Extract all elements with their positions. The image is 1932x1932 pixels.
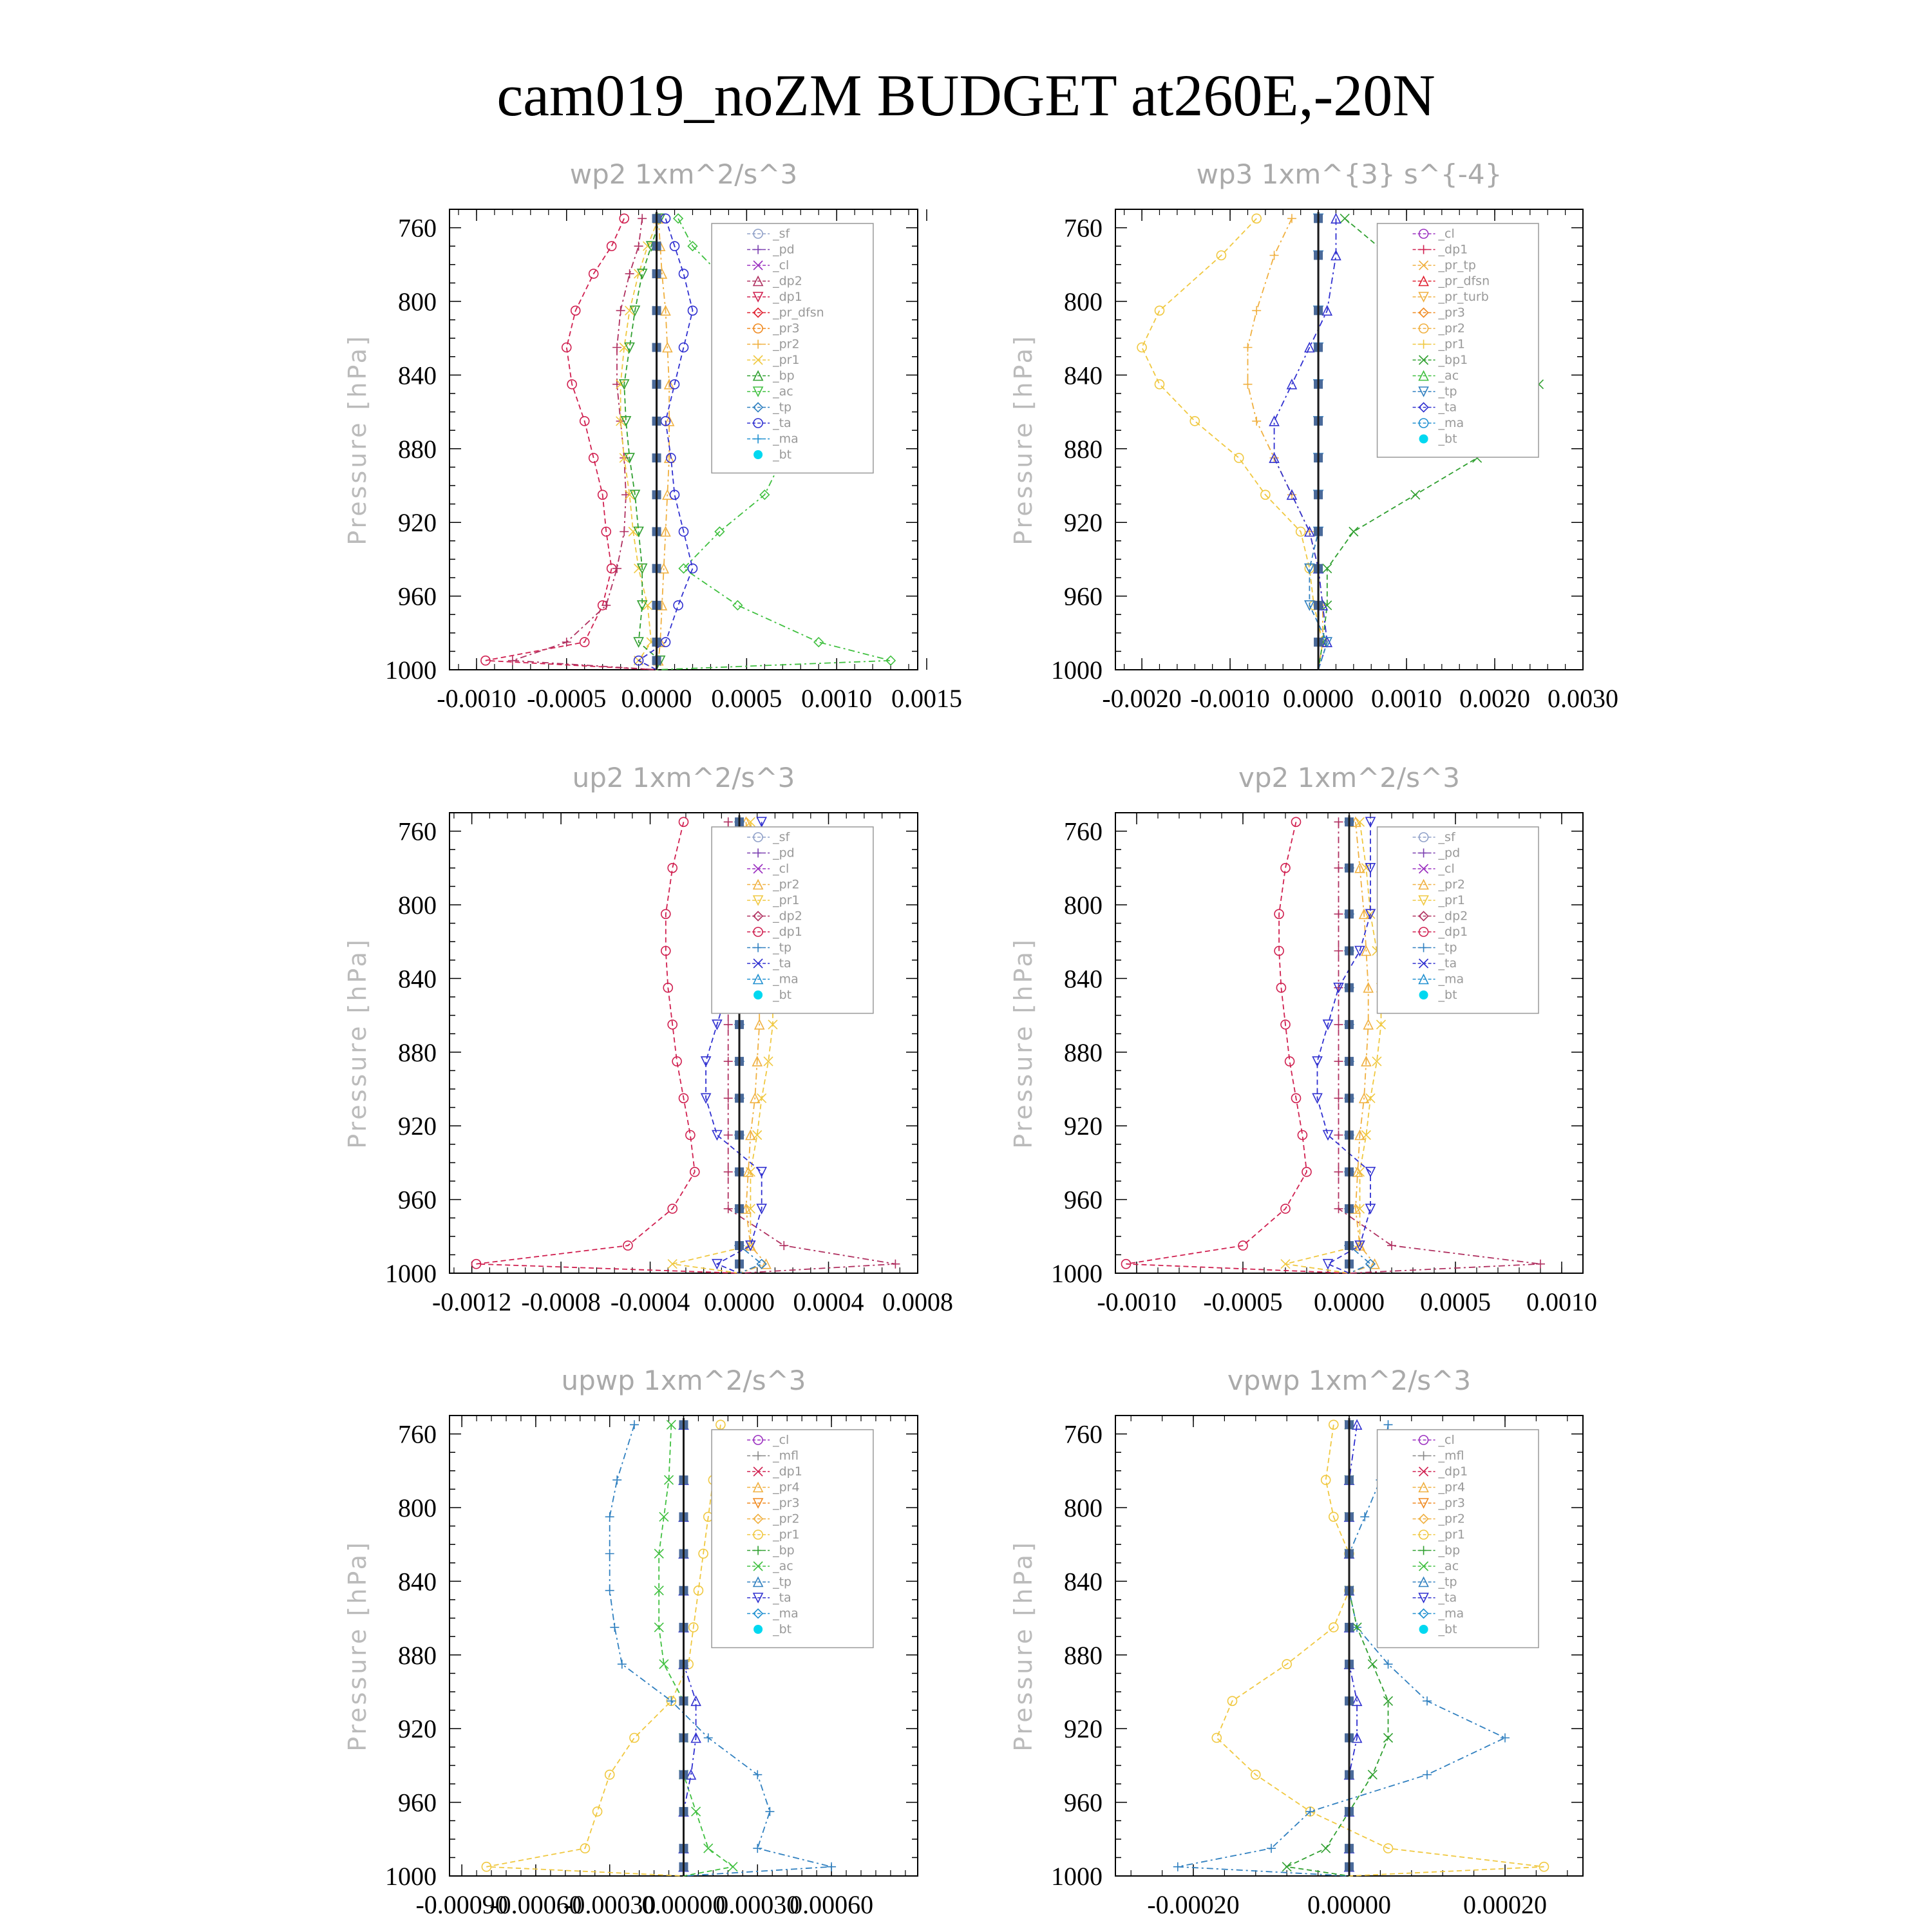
x-tick-label: 0.0000 [1314, 1287, 1385, 1316]
y-tick-label: 920 [1064, 1112, 1103, 1141]
legend [712, 1430, 873, 1648]
legend [1378, 827, 1539, 1014]
legend-label: _ma [1438, 972, 1464, 987]
subplot-title: wp2 1xm^2/s^3 [569, 158, 798, 190]
legend-marker [753, 990, 762, 999]
legend-label: _bt [1438, 1622, 1457, 1636]
y-tick-label: 960 [398, 582, 437, 611]
legend-label: _bt [773, 448, 792, 462]
x-tick-label: 0.0004 [793, 1287, 864, 1316]
legend-label: _pr4 [773, 1480, 800, 1495]
x-tick-label: 0.00000 [641, 1890, 726, 1919]
legend-label: _ac [773, 1559, 793, 1573]
x-tick-label: -0.0012 [431, 1287, 512, 1316]
series-ta [1313, 817, 1376, 1273]
series-line [639, 218, 693, 670]
subplot-title: upwp 1xm^2/s^3 [561, 1365, 806, 1396]
subplot-4 [1009, 762, 1597, 1316]
data-point [1243, 343, 1252, 352]
data-point [733, 601, 742, 610]
data-point [1368, 1770, 1377, 1779]
legend-label: _mfl [773, 1448, 799, 1463]
legend-label: _pr_dfsn [773, 305, 824, 320]
subplot-6 [1009, 1365, 1583, 1919]
data-point [1334, 1020, 1343, 1029]
y-tick-label: 840 [398, 361, 437, 390]
y-tick-label: 800 [1064, 287, 1103, 316]
series-line [1142, 218, 1323, 670]
subplot-title: vp2 1xm^2/s^3 [1238, 762, 1460, 793]
legend-label: _cl [1438, 1433, 1455, 1447]
y-tick-label: 920 [398, 508, 437, 538]
legend-label: _mfl [1438, 1448, 1464, 1463]
data-point [605, 1586, 614, 1595]
data-point [618, 1660, 627, 1669]
y-tick-label: 1000 [385, 656, 437, 685]
data-point [634, 242, 643, 251]
legend-label: _tp [773, 1575, 792, 1589]
y-tick-label: 1000 [1051, 656, 1103, 685]
legend-label: _cl [1438, 227, 1455, 241]
legend [1378, 1430, 1539, 1648]
legend-label: _cl [773, 862, 790, 876]
x-tick-label: 0.0010 [801, 684, 873, 713]
data-point [1334, 1094, 1343, 1103]
x-tick-label: 0.0015 [891, 684, 962, 713]
legend-label: _ta [1438, 1591, 1457, 1605]
data-point [724, 817, 733, 826]
legend-label: _dp1 [1438, 1464, 1468, 1479]
legend-label: _pr3 [773, 321, 800, 336]
legend-label: _dp1 [1438, 242, 1468, 257]
data-point [508, 656, 517, 665]
legend-marker [753, 1625, 762, 1634]
data-point [1305, 527, 1314, 536]
data-point [1368, 1660, 1377, 1669]
legend-label: _ta [773, 956, 791, 971]
subplot-1 [343, 158, 962, 713]
data-point [728, 1862, 737, 1871]
data-point [1360, 1512, 1369, 1521]
legend-label: _sf [1438, 830, 1455, 844]
y-tick-label: 880 [398, 1037, 437, 1067]
subplot-title: up2 1xm^2/s^3 [572, 762, 795, 793]
legend-label: _dp2 [1438, 909, 1468, 923]
x-tick-label: 0.0030 [1548, 684, 1618, 713]
x-tick-label: -0.00020 [1147, 1890, 1240, 1919]
legend-label: _ma [1438, 1606, 1464, 1621]
subplot-3 [343, 762, 953, 1316]
data-point [724, 1020, 733, 1029]
y-tick-label: 800 [1064, 1493, 1103, 1522]
data-point [1334, 909, 1343, 918]
legend-label: _pd [1438, 846, 1461, 860]
data-point [692, 1807, 701, 1816]
data-point [1155, 380, 1164, 389]
x-tick-label: -0.0004 [610, 1287, 690, 1316]
y-tick-label: 920 [1064, 1714, 1103, 1744]
legend-label: _bp [773, 1543, 795, 1558]
y-tick-label: 760 [1064, 1419, 1103, 1449]
legend-label: _pr1 [773, 1528, 800, 1542]
legend-label: _bp1 [1438, 353, 1468, 367]
x-tick-label: 0.00000 [1307, 1890, 1391, 1919]
data-point [1137, 343, 1146, 352]
data-point [605, 1549, 614, 1558]
x-tick-label: 0.0020 [1459, 684, 1531, 713]
data-point [753, 1844, 762, 1853]
data-point [1384, 1734, 1393, 1743]
legend-label: _pr1 [773, 893, 800, 907]
legend-label: _sf [773, 227, 790, 241]
data-point [620, 214, 629, 223]
y-tick-label: 840 [1064, 361, 1103, 390]
data-point [724, 1168, 733, 1177]
subplot-title: wp3 1xm^{3} s^{-4} [1196, 158, 1502, 190]
x-tick-label: -0.00030 [564, 1890, 656, 1919]
legend-marker [1419, 990, 1428, 999]
data-point [704, 1734, 713, 1743]
data-point [654, 1623, 663, 1632]
x-tick-label: 0.0005 [711, 684, 782, 713]
data-point [605, 1512, 614, 1521]
y-tick-label: 1000 [385, 1259, 437, 1288]
legend-label: _pd [773, 242, 795, 257]
legend-marker [753, 450, 762, 459]
data-point [814, 638, 823, 647]
legend-label: _ac [1438, 1559, 1459, 1573]
legend-label: _bt [1438, 431, 1457, 446]
series-line [477, 822, 740, 1273]
legend-label: _pr2 [1438, 877, 1466, 892]
legend-label: _bt [773, 1622, 792, 1636]
legend-label: _bp [773, 368, 795, 383]
x-tick-label: -0.0010 [1097, 1287, 1177, 1316]
legend-label: _tp [1438, 940, 1457, 955]
page-title: cam019_noZM BUDGET at260E,-20N [497, 62, 1435, 128]
y-tick-label: 760 [398, 817, 437, 846]
x-tick-label: 0.0010 [1371, 684, 1443, 713]
data-point [827, 1862, 836, 1871]
data-point [1340, 214, 1349, 223]
x-tick-label: 0.0000 [1283, 684, 1354, 713]
data-point [724, 1131, 733, 1140]
legend-label: _cl [1438, 862, 1455, 876]
data-point [1501, 1734, 1510, 1743]
y-axis-label: Pressure [hPa] [1009, 334, 1037, 545]
y-tick-label: 800 [398, 891, 437, 920]
data-point [1423, 1770, 1432, 1779]
x-tick-label: -0.00090 [415, 1890, 508, 1919]
legend-label: _pr2 [773, 1511, 800, 1526]
legend [1378, 223, 1539, 457]
y-axis-label: Pressure [hPa] [343, 937, 372, 1149]
data-point [638, 214, 647, 223]
legend [712, 827, 873, 1014]
legend-label: _cl [773, 258, 790, 272]
legend-label: _pr_dfsn [1438, 274, 1490, 289]
y-tick-label: 1000 [385, 1862, 437, 1891]
y-tick-label: 880 [1064, 1037, 1103, 1067]
y-tick-label: 960 [398, 1788, 437, 1817]
data-point [1323, 564, 1332, 573]
data-point [620, 527, 629, 536]
data-point [1243, 380, 1252, 389]
data-point [1155, 306, 1164, 315]
legend-marker [1419, 435, 1428, 444]
data-point [1323, 1260, 1332, 1269]
y-tick-label: 960 [1064, 1788, 1103, 1817]
legend-label: _bp [1438, 1543, 1461, 1558]
data-point [616, 306, 625, 315]
series-pr1 [482, 1420, 725, 1876]
legend-label: _pr2 [1438, 321, 1466, 336]
legend-label: _ta [773, 416, 791, 430]
x-tick-label: -0.00060 [489, 1890, 582, 1919]
legend-label: _dp1 [1438, 925, 1468, 939]
series-pr1 [1137, 214, 1327, 670]
y-tick-label: 880 [398, 434, 437, 464]
data-point [589, 453, 598, 462]
data-point [1334, 1204, 1343, 1213]
x-tick-label: 0.00060 [790, 1890, 874, 1919]
data-point [607, 242, 616, 251]
legend-label: _bt [1438, 988, 1457, 1002]
data-point [612, 564, 621, 573]
legend-label: _dp2 [773, 274, 802, 289]
x-tick-label: 0.0005 [1420, 1287, 1491, 1316]
x-tick-label: 0.0010 [1526, 1287, 1597, 1316]
series-dp1 [472, 817, 739, 1273]
subplot-5 [343, 1365, 918, 1919]
y-tick-label: 840 [1064, 964, 1103, 994]
data-point [593, 1807, 602, 1816]
y-tick-label: 920 [398, 1112, 437, 1141]
y-tick-label: 760 [1064, 817, 1103, 846]
y-tick-label: 840 [398, 1567, 437, 1596]
y-tick-label: 760 [398, 1419, 437, 1449]
data-point [1334, 817, 1343, 826]
legend-label: _ma [773, 431, 799, 446]
series-line [486, 218, 657, 670]
legend-label: _pr2 [1438, 1511, 1466, 1526]
legend-label: _ta [1438, 400, 1457, 415]
data-point [1377, 1020, 1386, 1029]
x-tick-label: -0.0008 [521, 1287, 601, 1316]
data-point [1252, 417, 1261, 426]
data-point [1349, 527, 1358, 536]
data-point [674, 601, 683, 610]
y-tick-label: 960 [1064, 1185, 1103, 1215]
y-axis-label: Pressure [hPa] [1009, 937, 1037, 1149]
x-tick-label: 0.0008 [882, 1287, 953, 1316]
y-tick-label: 960 [398, 1185, 437, 1215]
y-tick-label: 800 [398, 1493, 437, 1522]
data-point [612, 1475, 621, 1484]
data-point [765, 1807, 774, 1816]
legend-label: _pr2 [773, 337, 800, 352]
data-point [1334, 864, 1343, 873]
x-tick-label: -0.0020 [1102, 684, 1182, 713]
legend-label: _dp1 [773, 1464, 802, 1479]
y-axis-label: Pressure [hPa] [343, 334, 372, 545]
legend [712, 223, 873, 473]
legend-label: _pr3 [1438, 1496, 1466, 1510]
legend-label: _ac [773, 384, 793, 399]
legend-label: _ma [773, 972, 799, 987]
data-point [630, 1420, 639, 1429]
legend-label: _pr_turb [1438, 290, 1489, 304]
data-point [724, 1057, 733, 1066]
data-point [1334, 947, 1343, 956]
series-dp2 [508, 214, 657, 670]
y-tick-label: 960 [1064, 582, 1103, 611]
data-point [704, 1844, 713, 1853]
data-point [1270, 251, 1279, 260]
y-tick-label: 760 [1064, 213, 1103, 243]
data-point [1334, 1168, 1343, 1177]
data-point [1334, 1057, 1343, 1066]
legend-label: _ta [773, 1591, 791, 1605]
series-dp1 [1122, 817, 1350, 1273]
y-tick-label: 760 [398, 213, 437, 243]
legend-label: _pr3 [1438, 305, 1466, 320]
x-tick-label: 0.0000 [621, 684, 692, 713]
legend-label: _sf [773, 830, 790, 844]
y-axis-label: Pressure [hPa] [1009, 1540, 1037, 1752]
y-tick-label: 920 [1064, 508, 1103, 538]
y-tick-label: 840 [1064, 1567, 1103, 1596]
data-point [1366, 1094, 1375, 1103]
legend-label: _ta [1438, 956, 1457, 971]
legend-label: _dp1 [773, 925, 802, 939]
series-line [1287, 1425, 1388, 1876]
data-point [724, 1204, 733, 1213]
data-point [753, 1770, 762, 1779]
data-point [779, 1241, 788, 1250]
y-tick-label: 800 [398, 287, 437, 316]
legend-label: _dp1 [773, 290, 802, 304]
legend-label: _cl [773, 1433, 790, 1447]
x-tick-label: -0.0005 [527, 684, 607, 713]
data-point [679, 269, 688, 278]
data-point [1384, 1420, 1393, 1429]
y-axis-label: Pressure [hPa] [343, 1540, 372, 1752]
data-point [1282, 1862, 1291, 1871]
y-tick-label: 1000 [1051, 1259, 1103, 1288]
x-tick-label: 0.0000 [704, 1287, 775, 1316]
y-tick-label: 800 [1064, 891, 1103, 920]
legend-label: _pr4 [1438, 1480, 1466, 1495]
data-point [625, 269, 634, 278]
y-tick-label: 1000 [1051, 1862, 1103, 1891]
data-point [630, 1734, 639, 1743]
legend-label: _bt [773, 988, 792, 1002]
legend-label: _pr1 [773, 353, 800, 367]
data-point [688, 564, 697, 573]
legend-label: _dp2 [773, 909, 802, 923]
data-point [1190, 417, 1199, 426]
x-tick-label: 0.00030 [715, 1890, 800, 1919]
series-dp1 [481, 214, 657, 670]
subplot-2 [1009, 158, 1618, 713]
data-point [1334, 1131, 1343, 1140]
legend-label: _ma [773, 1606, 799, 1621]
legend-label: _tp [773, 400, 792, 415]
y-tick-label: 880 [1064, 434, 1103, 464]
data-point [610, 1623, 619, 1632]
series-line [1126, 822, 1350, 1273]
data-point [891, 1260, 900, 1269]
data-point [1235, 453, 1244, 462]
legend-label: _ma [1438, 416, 1464, 430]
data-point [1411, 490, 1420, 499]
legend-label: _pr_tp [1438, 258, 1476, 272]
data-point [668, 1260, 677, 1269]
data-point [1287, 214, 1296, 223]
legend-label: _pr1 [1438, 1528, 1466, 1542]
x-tick-label: -0.0005 [1203, 1287, 1283, 1316]
y-tick-label: 880 [398, 1640, 437, 1670]
y-tick-label: 880 [1064, 1640, 1103, 1670]
y-tick-label: 920 [398, 1714, 437, 1744]
legend-label: _ac [1438, 368, 1459, 383]
legend-marker [1419, 1625, 1428, 1634]
x-tick-label: -0.0010 [1190, 684, 1270, 713]
data-point [1536, 1260, 1545, 1269]
legend-label: _pr1 [1438, 337, 1466, 352]
legend-label: _tp [773, 940, 792, 955]
data-point [1252, 306, 1261, 315]
data-point [612, 343, 621, 352]
data-point [1334, 983, 1343, 992]
legend-label: _pd [773, 846, 795, 860]
subplot-title: vpwp 1xm^2/s^3 [1227, 1365, 1472, 1396]
data-point [724, 1094, 733, 1103]
legend-label: _pr1 [1438, 893, 1466, 907]
legend-label: _pr2 [773, 877, 800, 892]
legend-label: _tp [1438, 1575, 1457, 1589]
data-point [1212, 1734, 1221, 1743]
x-tick-label: 0.00020 [1463, 1890, 1547, 1919]
data-point [1321, 1844, 1331, 1853]
legend-label: _pr3 [773, 1496, 800, 1510]
y-tick-label: 840 [398, 964, 437, 994]
x-tick-label: -0.0010 [437, 684, 516, 713]
data-point [1387, 1241, 1396, 1250]
data-point [1173, 1862, 1182, 1871]
legend-label: _tp [1438, 384, 1457, 399]
